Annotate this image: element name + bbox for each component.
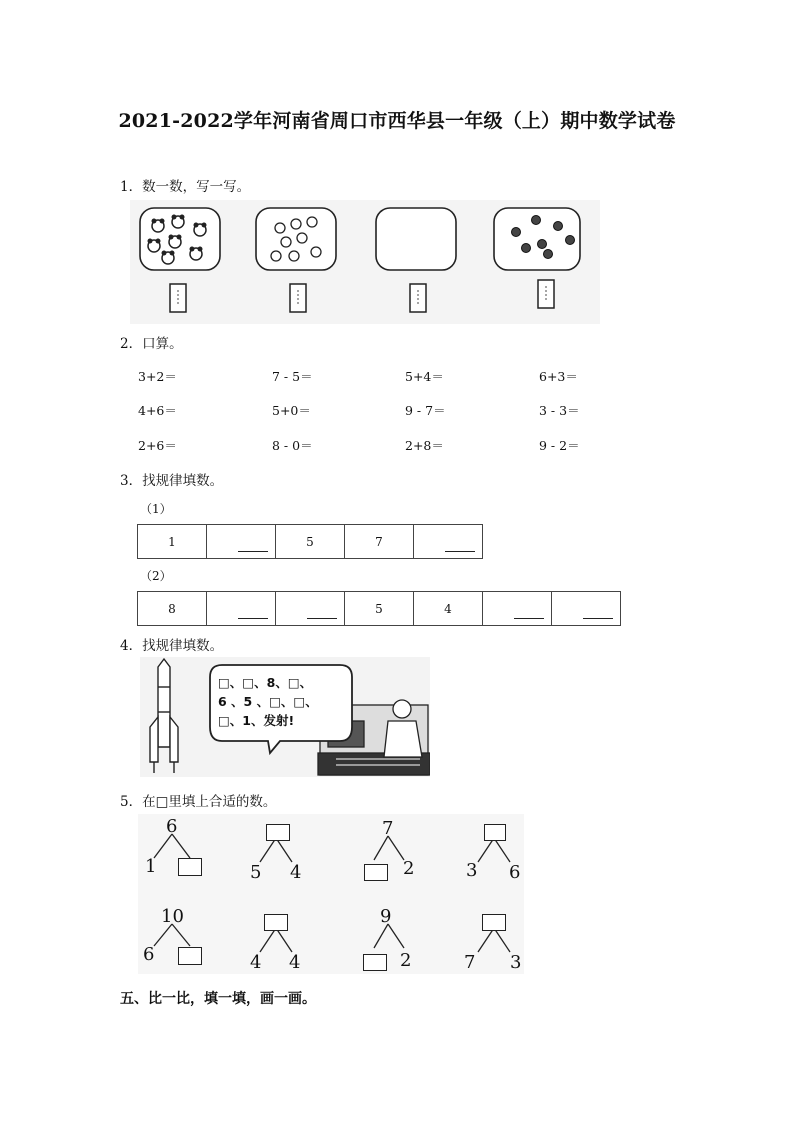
bond-right: 2 (403, 858, 415, 879)
oral-item: 4+6＝ (138, 403, 177, 418)
oral-item: 3 - 3＝ (539, 403, 580, 418)
bond-answer-box[interactable] (264, 914, 288, 931)
counting-pictures (130, 200, 600, 324)
seq-blank[interactable] (414, 525, 483, 559)
bond-answer-box[interactable] (482, 914, 506, 931)
bond-right: 6 (509, 862, 521, 883)
seq-cell: 5 (345, 592, 414, 626)
bond-answer-box[interactable] (364, 864, 388, 881)
seq-cell: 1 (138, 525, 207, 559)
oral-item: 6+3＝ (539, 369, 578, 384)
bond-top: 7 (382, 818, 394, 839)
question-4-label: 4．找规律填数。 (120, 638, 224, 654)
question-3-label: 3．找规律填数。 (120, 473, 224, 489)
bond-answer-box[interactable] (178, 858, 202, 876)
bubble-line: □、□、8、□、 (218, 675, 313, 690)
bond-right: 4 (290, 862, 302, 883)
oral-item: 5+4＝ (405, 369, 444, 384)
question-1-label: 1．数一数，写一写。 (120, 179, 251, 195)
oral-item: 9 - 2＝ (539, 438, 580, 453)
bond-top: 9 (380, 906, 392, 927)
bond-top: 10 (161, 906, 184, 927)
bond-top: 6 (166, 816, 178, 837)
bond-right: 2 (400, 950, 412, 971)
bond-right: 3 (510, 952, 522, 973)
bond-answer-box[interactable] (266, 824, 290, 841)
bubble-line: 6 、5 、□、□、 (218, 694, 318, 709)
frame-empty (376, 208, 456, 270)
seq-blank[interactable] (552, 592, 621, 626)
question-2-label: 2．口算。 (120, 336, 183, 352)
bond-left: 4 (250, 952, 262, 973)
oral-item: 3+2＝ (138, 369, 177, 384)
page-title: 2021-2022学年河南省周口市西华县一年级（上）期中数学试卷 (118, 110, 676, 132)
question-5-label: 5．在□里填上合适的数。 (120, 794, 277, 810)
oral-item: 2+6＝ (138, 438, 177, 453)
oral-item: 8 - 0＝ (272, 438, 313, 453)
bond-answer-box[interactable] (178, 947, 202, 965)
oral-item: 5+0＝ (272, 403, 311, 418)
bond-left: 7 (464, 952, 476, 973)
seq-blank[interactable] (483, 592, 552, 626)
bond-answer-box[interactable] (484, 824, 506, 841)
bond-left: 1 (145, 856, 157, 877)
section-5-label: 五、比一比，填一填，画一画。 (120, 991, 316, 1007)
bubble-text (218, 673, 318, 730)
bubble-line: □、1、发射! (218, 713, 295, 728)
seq-cell: 5 (276, 525, 345, 559)
part-1-label: （1） (140, 502, 172, 516)
seq-blank[interactable] (207, 525, 276, 559)
seq-cell: 7 (345, 525, 414, 559)
sequence-table-1 (137, 524, 483, 559)
seq-blank[interactable] (276, 592, 345, 626)
seq-blank[interactable] (207, 592, 276, 626)
bond-left: 5 (250, 862, 262, 883)
sequence-table-2 (137, 591, 621, 626)
bond-answer-box[interactable] (363, 954, 387, 971)
seq-cell: 8 (138, 592, 207, 626)
seq-cell: 4 (414, 592, 483, 626)
bond-left: 6 (143, 944, 155, 965)
bond-right: 4 (289, 952, 301, 973)
oral-item: 2+8＝ (405, 438, 444, 453)
oral-item: 9 - 7＝ (405, 403, 446, 418)
oral-item: 7 - 5＝ (272, 369, 313, 384)
part-2-label: （2） (140, 569, 172, 583)
bond-left: 3 (466, 860, 478, 881)
